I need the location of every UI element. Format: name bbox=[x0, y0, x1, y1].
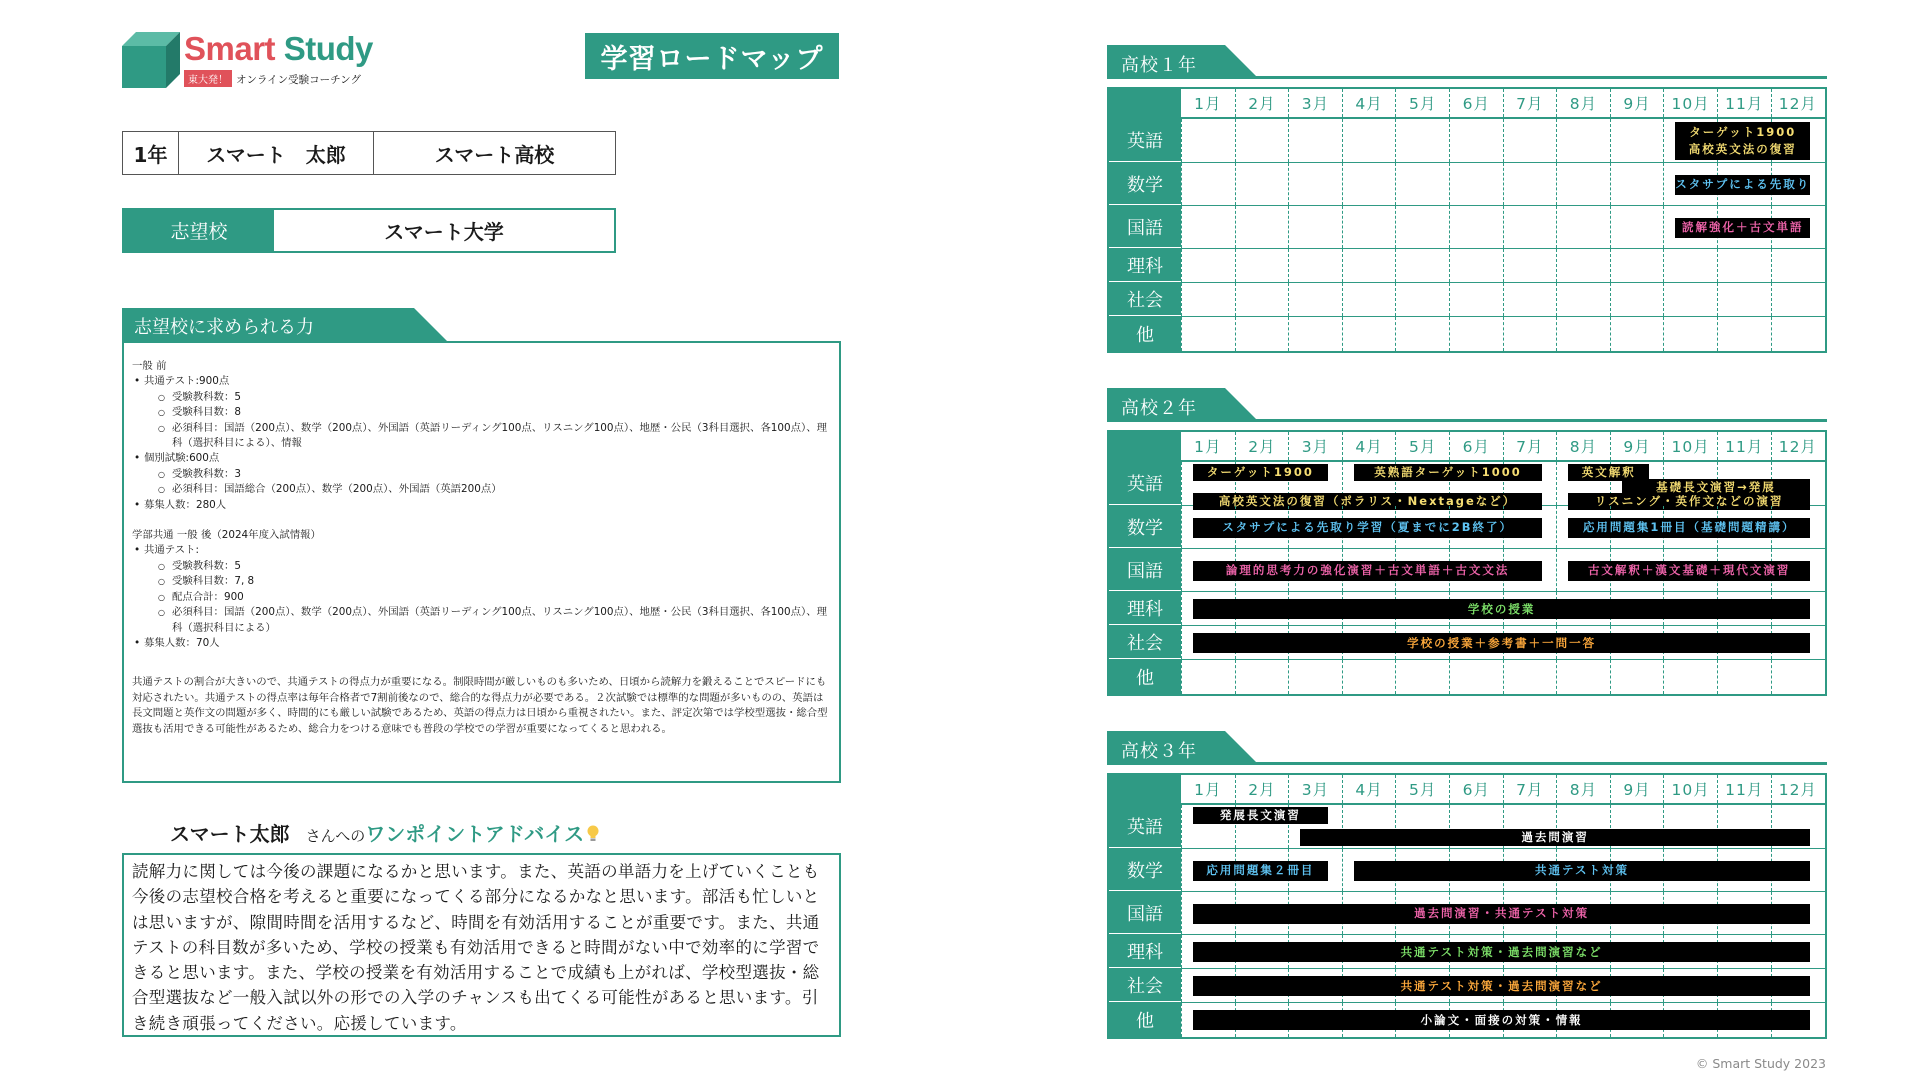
subject-label: 理科 bbox=[1109, 935, 1181, 968]
target-school-row bbox=[122, 208, 616, 253]
requirements-section2-list bbox=[132, 543, 831, 651]
subject-label: 他 bbox=[1109, 1003, 1181, 1037]
month-header-row bbox=[1109, 432, 1825, 462]
requirements-box bbox=[122, 341, 841, 783]
brand-name bbox=[184, 30, 373, 68]
month-header: 12月 bbox=[1771, 775, 1825, 803]
month-header-row bbox=[1109, 89, 1825, 119]
subject-label: 社会 bbox=[1109, 626, 1181, 659]
plan-bar: 英熟語ターゲット1000 bbox=[1354, 464, 1542, 481]
subject-label: 他 bbox=[1109, 660, 1181, 694]
logo bbox=[122, 30, 382, 90]
requirement-subitem: ○ 受験教科数：5 bbox=[132, 390, 831, 405]
subject-label: 英語 bbox=[1109, 805, 1181, 848]
year-tab bbox=[1107, 388, 1827, 422]
subject-label: 理科 bbox=[1109, 592, 1181, 625]
month-header: 3月 bbox=[1288, 432, 1342, 460]
month-header: 10月 bbox=[1663, 775, 1717, 803]
month-header: 8月 bbox=[1556, 775, 1610, 803]
year-tab bbox=[1107, 731, 1827, 765]
subject-row bbox=[1109, 935, 1825, 969]
requirement-subitem: ○ 必須科目：国語総合（200点）、数学（200点）、外国語（英語200点） bbox=[132, 482, 831, 497]
month-header: 4月 bbox=[1342, 775, 1396, 803]
requirement-subitem: ○ 必須科目：国語（200点）、数学（200点）、外国語（英語リーディング100点、リスニング100点）、地歴・公民（3科目選択、各100点）、理科（選択科目による）、情報 bbox=[132, 421, 831, 452]
plan-bar: 学校の授業 bbox=[1193, 599, 1810, 619]
subject-label: 数学 bbox=[1109, 506, 1181, 548]
month-header: 4月 bbox=[1342, 89, 1396, 117]
advice-title: ワンポイントアドバイス bbox=[365, 822, 585, 846]
plan-bar: 学校の授業＋参考書＋一問一答 bbox=[1193, 633, 1810, 653]
plan-bar: 読解強化＋古文単語 bbox=[1675, 218, 1810, 238]
year-tab bbox=[1107, 45, 1827, 79]
plan-bar: 高校英文法の復習（ポラリス・Nextageなど） bbox=[1193, 493, 1542, 510]
plan-bar: 過去問演習・共通テスト対策 bbox=[1193, 904, 1810, 924]
month-header: 2月 bbox=[1235, 89, 1289, 117]
brand-name-part1: Smart bbox=[184, 30, 284, 67]
advice-heading bbox=[170, 818, 600, 847]
month-header: 1月 bbox=[1194, 95, 1222, 113]
plan-bar: スタサプによる先取り学習（夏までに2B終了） bbox=[1193, 518, 1542, 538]
requirements-tab bbox=[122, 308, 452, 342]
roadmap-grid bbox=[1107, 773, 1827, 1039]
month-header: 3月 bbox=[1288, 89, 1342, 117]
plan-bar: 論理的思考力の強化演習＋古文単語＋古文文法 bbox=[1193, 561, 1542, 581]
requirements-title: 志望校に求められる力 bbox=[134, 317, 314, 338]
year-label: 高校３年 bbox=[1121, 741, 1197, 762]
requirement-subitem: ○ 受験教科数：3 bbox=[132, 467, 831, 482]
requirement-item: • 共通テスト: bbox=[132, 543, 831, 558]
copyright: © Smart Study 2023 bbox=[1695, 1056, 1826, 1071]
month-header: 6月 bbox=[1449, 775, 1503, 803]
subject-row bbox=[1109, 1003, 1825, 1037]
month-header: 9月 bbox=[1610, 775, 1664, 803]
lightbulb-icon bbox=[586, 825, 600, 843]
month-header: 8月 bbox=[1556, 432, 1610, 460]
month-header: 3月 bbox=[1288, 775, 1342, 803]
requirement-item: • 共通テスト:900点 bbox=[132, 374, 831, 389]
requirement-subitem: ○ 受験科目数：7, 8 bbox=[132, 574, 831, 589]
subject-row bbox=[1109, 549, 1825, 592]
month-header: 6月 bbox=[1449, 432, 1503, 460]
plan-bar: ターゲット1900 高校英文法の復習 bbox=[1675, 122, 1810, 160]
roadmap-grid bbox=[1107, 430, 1827, 696]
plan-bar: 古文解釈＋漢文基礎＋現代文演習 bbox=[1568, 561, 1810, 581]
requirements-section1-head: 一般 前 bbox=[132, 360, 167, 372]
plan-bar: ターゲット1900 bbox=[1193, 464, 1328, 481]
month-header: 1月 bbox=[1194, 438, 1222, 456]
requirement-item: • 募集人数：70人 bbox=[132, 636, 831, 651]
month-header: 5月 bbox=[1395, 432, 1449, 460]
month-header: 7月 bbox=[1503, 89, 1557, 117]
requirement-subitem: ○ 配点合計：900 bbox=[132, 590, 831, 605]
month-header: 7月 bbox=[1503, 775, 1557, 803]
student-info-row bbox=[122, 131, 616, 175]
month-header: 5月 bbox=[1395, 775, 1449, 803]
subject-label: 数学 bbox=[1109, 163, 1181, 205]
requirements-section2-head: 学部共通 一般 後（2024年度入試情報） bbox=[132, 529, 321, 542]
student-school: スマート高校 bbox=[434, 142, 555, 167]
plan-bar: 小論文・面接の対策・情報 bbox=[1193, 1010, 1810, 1030]
subject-row bbox=[1109, 849, 1825, 892]
subject-label: 国語 bbox=[1109, 892, 1181, 934]
brand-tagline: オンライン受験コーチング bbox=[236, 74, 361, 86]
requirement-item: • 個別試験:600点 bbox=[132, 451, 831, 466]
subject-row bbox=[1109, 626, 1825, 660]
brand-badge: 東大発！ bbox=[184, 70, 232, 87]
month-header: 10月 bbox=[1663, 432, 1717, 460]
plan-bar: 基礎長文演習→発展 bbox=[1622, 479, 1810, 496]
month-header: 4月 bbox=[1342, 432, 1396, 460]
month-header: 9月 bbox=[1610, 432, 1664, 460]
year-label: 高校１年 bbox=[1121, 55, 1197, 76]
subject-row bbox=[1109, 317, 1825, 351]
subject-row bbox=[1109, 206, 1825, 249]
requirements-paragraph: 共通テストの割合が大きいので、共通テストの得点力が重要になる。制限時間が厳しいものも多いため、日頃から読解力を鍛えることでスピードにも対応されたい。共通テストの得点率は毎年合格者で7割前後なので、総合的な得点力が必要である。２次試験では標準的な問題が多いものの、英語は長文問題と英作文の問題が多く、時間的にも厳しい試験であるため、英語の得点力は日頃から重視されたい。また、評定次第では学校型選抜・総合型選抜も活用できる可能性があるため、総合力をつける意味でも普段の学校での学習が重要になってくると思われる。 bbox=[132, 676, 828, 735]
month-header: 8月 bbox=[1556, 89, 1610, 117]
target-school-value: スマート大学 bbox=[384, 220, 504, 244]
advice-text: 読解力に関しては今後の課題になるかと思います。また、英語の単語力を上げていくことも今後の志望校合格を考えると重要になってくる部分になるかなと思います。部活も忙しいとは思いますが、隙間時間を活用するなど、時間を有効活用することが重要です。また、共通テストの科目数が多いため、学校の授業も有効活用できると時間がない中で効率的に学習できると思います。また、学校の授業を有効活用することで成績も上がれば、学校型選抜・総合型選抜など一般入試以外の形での入学のチャンスも出てくる可能性があると思います。引き続き頑張ってください。応援しています。 bbox=[122, 853, 841, 1037]
subject-label: 国語 bbox=[1109, 549, 1181, 591]
month-header: 9月 bbox=[1610, 89, 1664, 117]
subject-label: 数学 bbox=[1109, 849, 1181, 891]
requirements-section1-list bbox=[132, 374, 831, 513]
subject-row bbox=[1109, 969, 1825, 1003]
brand-name-part2: Study bbox=[283, 30, 373, 67]
month-header: 1月 bbox=[1194, 781, 1222, 799]
plan-bar: 共通テスト対策・過去問演習など bbox=[1193, 942, 1810, 962]
subject-row bbox=[1109, 119, 1825, 163]
plan-bar: 応用問題集２冊目 bbox=[1193, 861, 1328, 881]
year-label: 高校２年 bbox=[1121, 398, 1197, 419]
plan-bar: 発展長文演習 bbox=[1193, 807, 1328, 824]
subject-label: 英語 bbox=[1109, 462, 1181, 505]
advice-san-label: さんへの bbox=[305, 827, 366, 845]
subject-row bbox=[1109, 506, 1825, 549]
requirement-item: • 募集人数：280人 bbox=[132, 498, 831, 513]
advice-student-name: スマート太郎 bbox=[170, 822, 290, 846]
month-header: 11月 bbox=[1717, 432, 1771, 460]
plan-bar: 英文解釈 bbox=[1568, 464, 1649, 481]
plan-bar: リスニング・英作文などの演習 bbox=[1568, 493, 1810, 510]
subject-label: 社会 bbox=[1109, 283, 1181, 316]
subject-row bbox=[1109, 163, 1825, 206]
target-school-label: 志望校 bbox=[124, 210, 274, 251]
cube-logo-icon bbox=[122, 32, 180, 88]
month-header: 6月 bbox=[1449, 89, 1503, 117]
roadmap-grid bbox=[1107, 87, 1827, 353]
month-header: 7月 bbox=[1503, 432, 1557, 460]
month-header: 5月 bbox=[1395, 89, 1449, 117]
plan-bar: 応用問題集1冊目（基礎問題精講） bbox=[1568, 518, 1810, 538]
month-header: 12月 bbox=[1771, 432, 1825, 460]
plan-bar: 共通テスト対策・過去問演習など bbox=[1193, 976, 1810, 996]
month-header: 11月 bbox=[1717, 775, 1771, 803]
subject-label: 社会 bbox=[1109, 969, 1181, 1002]
requirement-subitem: ○ 必須科目：国語（200点）、数学（200点）、外国語（英語リーディング100点、リスニング100点）、地歴・公民（3科目選択、各100点）、理科（選択科目による） bbox=[132, 605, 831, 636]
plan-bar: 共通テスト対策 bbox=[1354, 861, 1810, 881]
subject-label: 他 bbox=[1109, 317, 1181, 351]
plan-bar: スタサプによる先取り bbox=[1675, 175, 1810, 195]
month-header: 11月 bbox=[1717, 89, 1771, 117]
requirement-subitem: ○ 受験科目数：8 bbox=[132, 405, 831, 420]
subject-row bbox=[1109, 592, 1825, 626]
month-header: 12月 bbox=[1771, 89, 1825, 117]
brand-tagline-row bbox=[184, 70, 361, 87]
student-name: スマート 太郎 bbox=[179, 132, 374, 174]
month-header: 2月 bbox=[1235, 775, 1289, 803]
subject-row bbox=[1109, 249, 1825, 283]
subject-row bbox=[1109, 892, 1825, 935]
subject-label: 国語 bbox=[1109, 206, 1181, 248]
requirement-subitem: ○ 受験教科数：5 bbox=[132, 559, 831, 574]
subject-row bbox=[1109, 660, 1825, 694]
page-title: 学習ロードマップ bbox=[585, 33, 839, 79]
month-header-row bbox=[1109, 775, 1825, 805]
month-header: 2月 bbox=[1235, 432, 1289, 460]
subject-row bbox=[1109, 283, 1825, 317]
subject-label: 英語 bbox=[1109, 119, 1181, 162]
plan-bar: 過去問演習 bbox=[1300, 829, 1810, 846]
subject-label: 理科 bbox=[1109, 249, 1181, 282]
student-grade: 1年 bbox=[123, 132, 179, 174]
subject-row bbox=[1109, 805, 1825, 849]
month-header: 10月 bbox=[1663, 89, 1717, 117]
subject-row bbox=[1109, 462, 1825, 509]
